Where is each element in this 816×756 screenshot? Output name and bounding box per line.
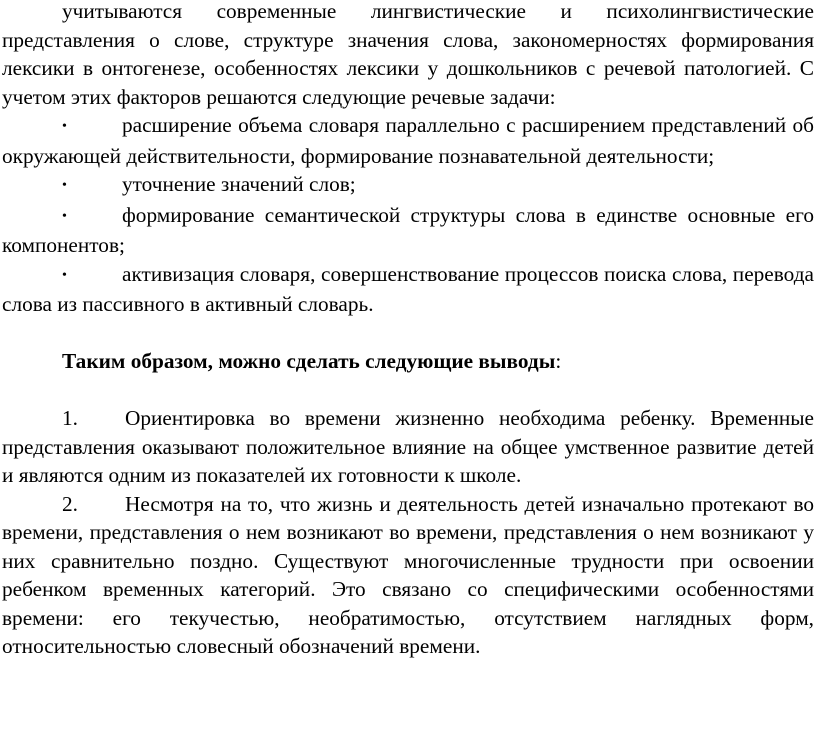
bullet-item-4 — [2, 260, 814, 319]
conclusion-number: 2. — [62, 491, 78, 516]
blank-line — [2, 319, 814, 348]
conclusion-item-2 — [2, 490, 814, 661]
bullet-text: формирование семантической структуры слова в единстве основные его компонентов; — [2, 202, 814, 257]
bullet-marker: • — [62, 208, 67, 224]
bullet-item-3 — [2, 201, 814, 260]
intro-paragraph: учитываются современные лингвистические и психолингвистические представления о слове, структуре значения слова, закономерностях формирования лексики в онтогенезе, особенностях лексики у дошкольников с речевой патологией. С учетом этих факторов решаются следующие речевые задачи: — [2, 0, 814, 109]
bullet-marker: • — [62, 267, 67, 283]
bullet-item-2 — [2, 170, 814, 201]
bullet-text: активизация словаря, совершенствование процессов поиска слова, перевода слова из пассивного в активный словарь. — [2, 261, 814, 316]
blank-line — [2, 376, 814, 405]
conclusion-text: Ориентировка во времени жизненно необходима ребенку. Временные представления оказывают положительное влияние на общее умственное развитие детей и являются одним из показателей их готовности к школе. — [2, 406, 814, 487]
bullet-marker: • — [62, 178, 67, 193]
conclusion-heading-colon: : — [555, 349, 562, 373]
conclusion-text: Несмотря на то, что жизнь и деятельность детей изначально протекают во времени, представления о нем возникают во времени, представления о нем возникают у них сравнительно поздно. Существуют многочисленные трудности при освоении ребенком временных категорий. Это связано со специфическими особенностями времени: его текучестью, необратимостью, отсутствием наглядных форм, относительностью словесный обозначений времени. — [2, 491, 814, 658]
bullet-text: уточнение значений слов; — [122, 172, 356, 196]
conclusion-item-1 — [2, 404, 814, 490]
bullet-marker: • — [62, 119, 67, 134]
conclusion-heading-text: Таким образом, можно сделать следующие выводы — [62, 349, 556, 373]
conclusion-heading — [2, 347, 814, 376]
document-page — [2, 0, 814, 661]
conclusion-number: 1. — [62, 406, 78, 430]
bullet-text: расширение объема словаря параллельно с расширением представлений об окружающей действительности, формирование познавательной деятельности; — [2, 113, 814, 168]
bullet-item-1 — [2, 111, 814, 170]
